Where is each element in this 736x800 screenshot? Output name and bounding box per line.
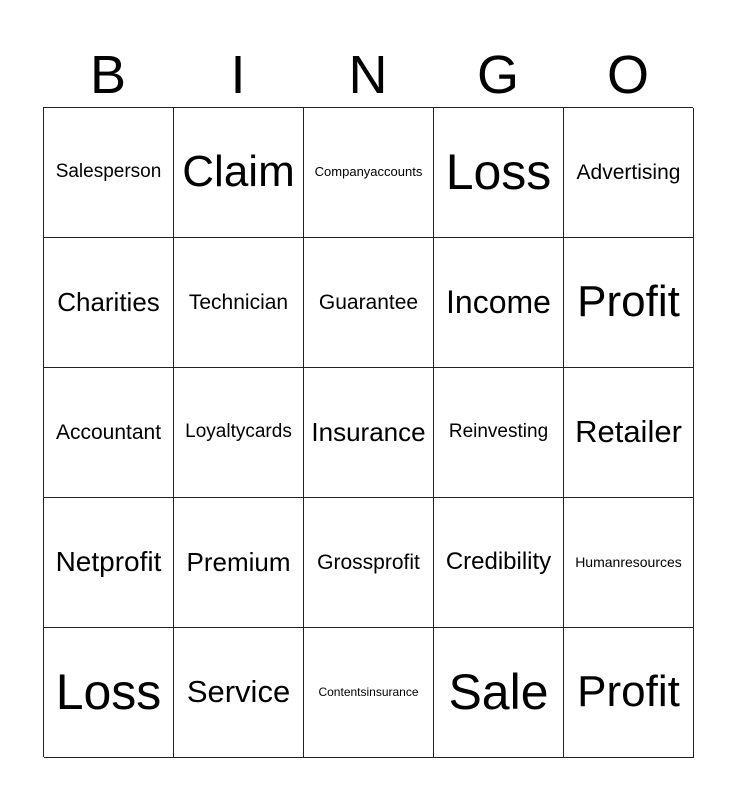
bingo-cell-r4c3[interactable]: Grossprofit xyxy=(304,498,434,628)
bingo-cell-r2c1[interactable]: Charities xyxy=(44,238,174,368)
bingo-cell-r1c4[interactable]: Loss xyxy=(434,108,564,238)
bingo-header xyxy=(43,42,693,108)
bingo-cell-r4c5[interactable]: Humanresources xyxy=(564,498,694,628)
bingo-cell-r5c1[interactable]: Loss xyxy=(44,628,174,758)
bingo-cell-r4c1[interactable]: Netprofit xyxy=(44,498,174,628)
bingo-cell-r1c3[interactable]: Companyaccounts xyxy=(304,108,434,238)
header-letter-i: I xyxy=(230,45,246,105)
bingo-cell-r2c2[interactable]: Technician xyxy=(174,238,304,368)
bingo-cell-r2c4[interactable]: Income xyxy=(434,238,564,368)
bingo-cell-r2c5[interactable]: Profit xyxy=(564,238,694,368)
bingo-cell-r4c2[interactable]: Premium xyxy=(174,498,304,628)
bingo-cell-r5c5[interactable]: Profit xyxy=(564,628,694,758)
bingo-cell-r3c1[interactable]: Accountant xyxy=(44,368,174,498)
header-letter-o: O xyxy=(606,45,649,105)
bingo-cell-r4c4[interactable]: Credibility xyxy=(434,498,564,628)
bingo-cell-r3c4[interactable]: Reinvesting xyxy=(434,368,564,498)
bingo-cell-r1c2[interactable]: Claim xyxy=(174,108,304,238)
bingo-cell-r1c1[interactable]: Salesperson xyxy=(44,108,174,238)
bingo-cell-r5c4[interactable]: Sale xyxy=(434,628,564,758)
header-letter-g: G xyxy=(476,45,519,105)
bingo-cell-r3c3[interactable]: Insurance xyxy=(304,368,434,498)
bingo-board xyxy=(43,107,693,757)
header-letter-n: N xyxy=(348,45,388,105)
bingo-cell-r2c3[interactable]: Guarantee xyxy=(304,238,434,368)
bingo-cell-r5c2[interactable]: Service xyxy=(174,628,304,758)
bingo-cell-r1c5[interactable]: Advertising xyxy=(564,108,694,238)
bingo-cell-r3c2[interactable]: Loyaltycards xyxy=(174,368,304,498)
bingo-cell-r5c3[interactable]: Contentsinsurance xyxy=(304,628,434,758)
bingo-cell-r3c5[interactable]: Retailer xyxy=(564,368,694,498)
header-letter-b: B xyxy=(89,45,127,105)
